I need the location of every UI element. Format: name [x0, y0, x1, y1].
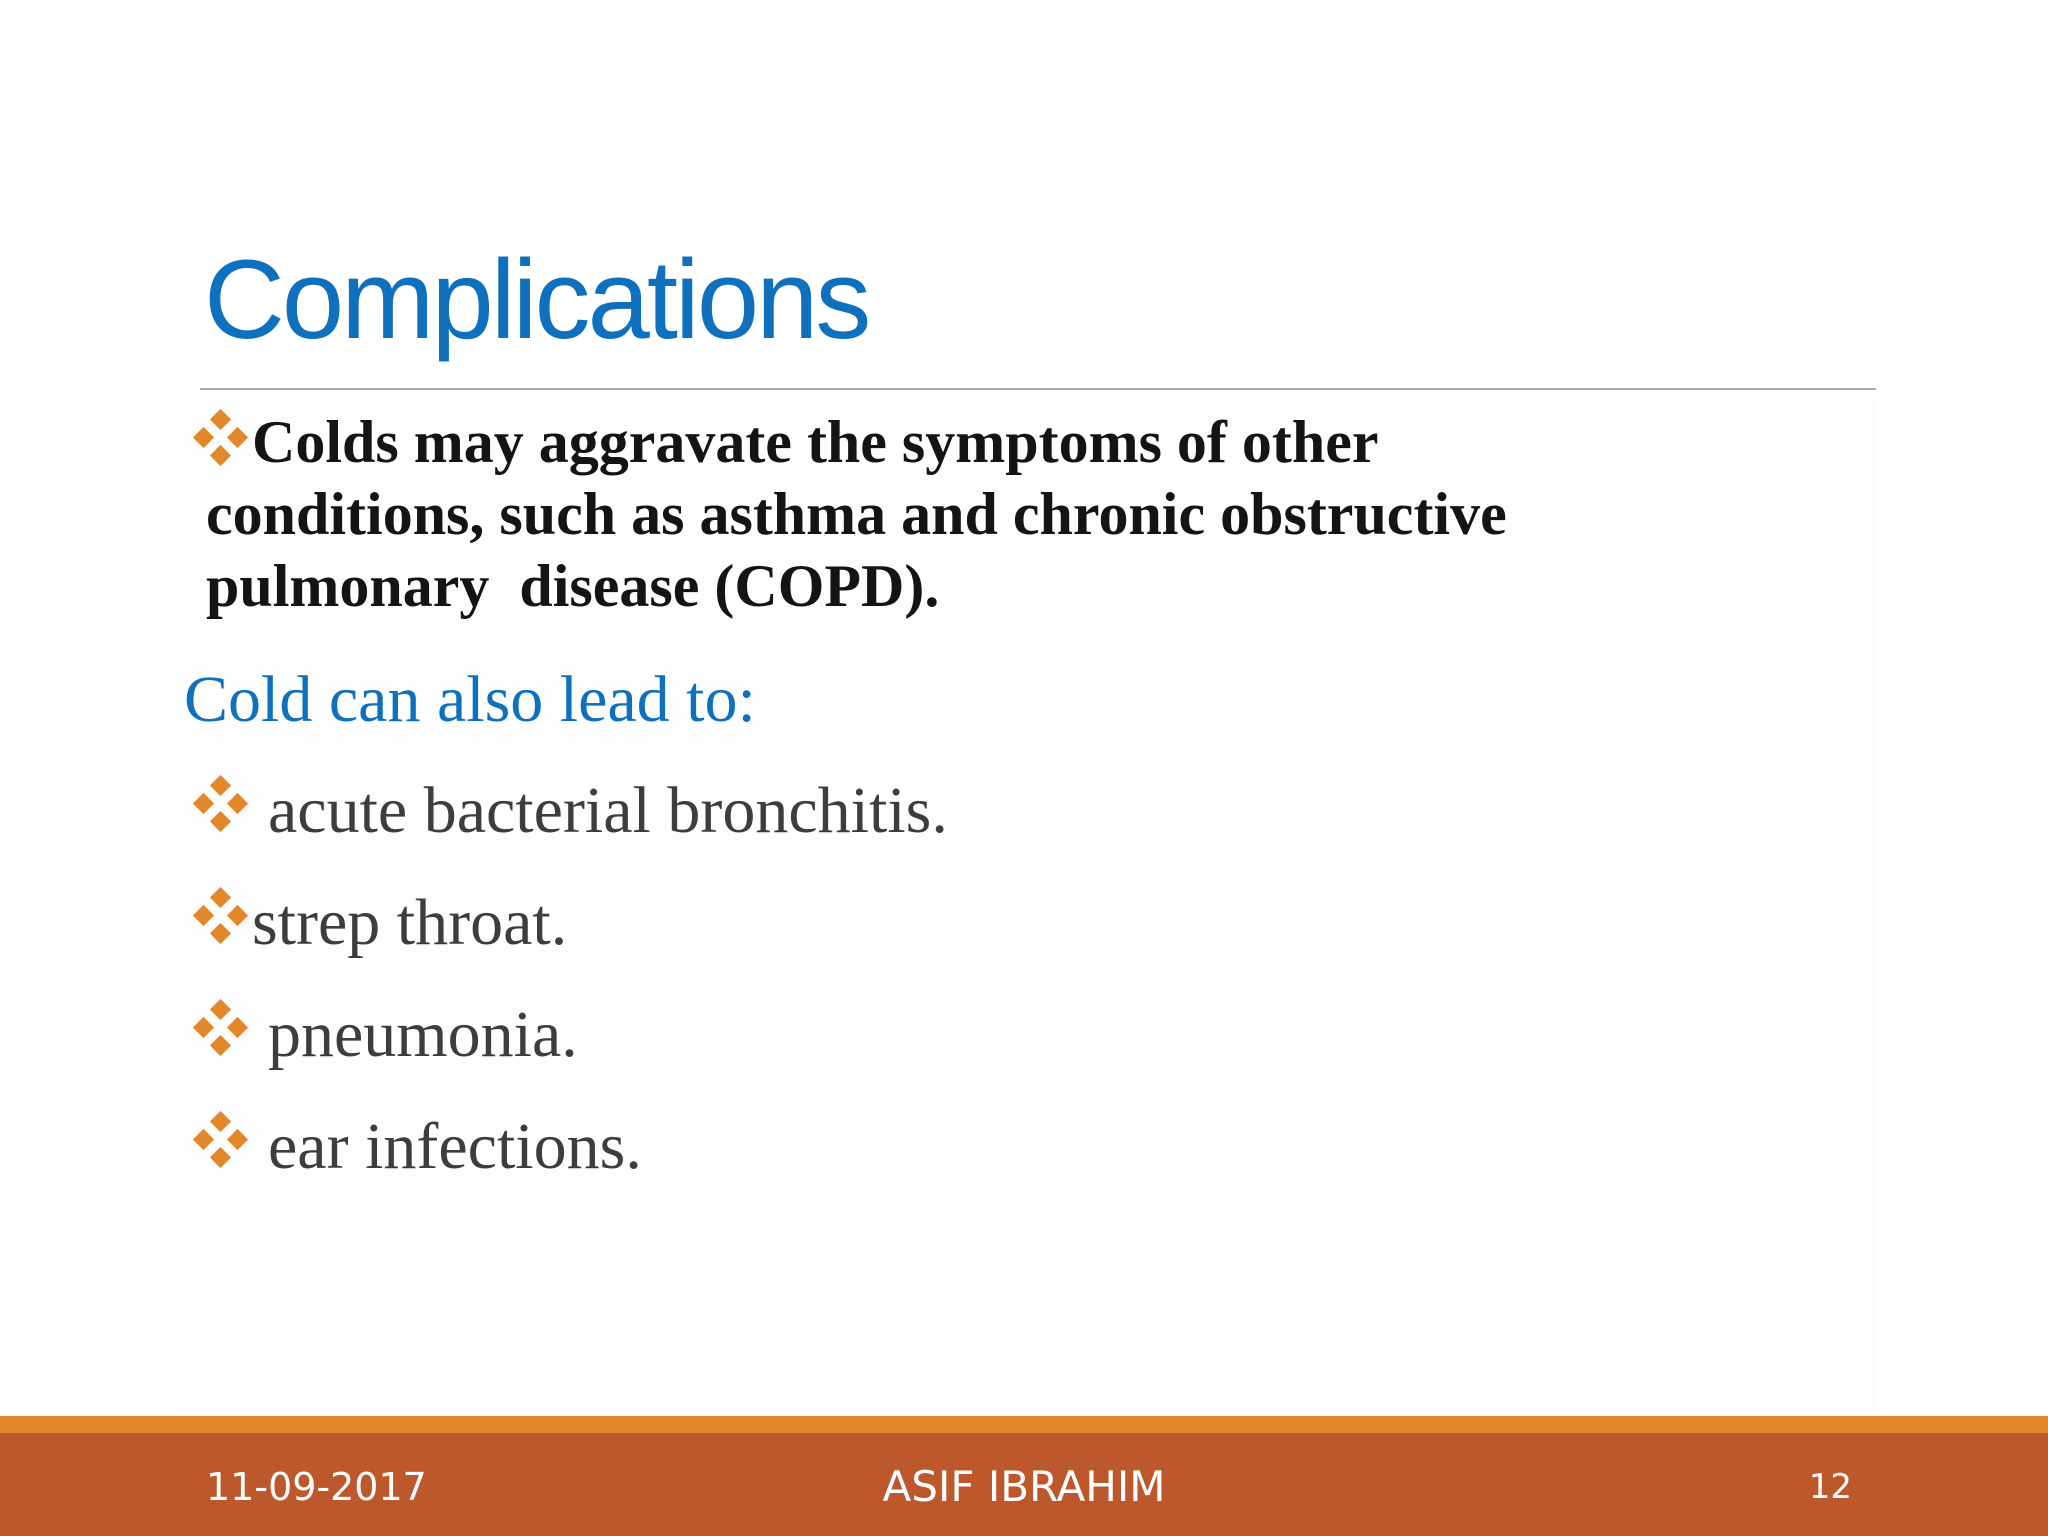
four-diamond-bullet-icon — [190, 410, 252, 468]
four-diamond-bullet-icon — [190, 1000, 252, 1058]
list-item-text: ear infections. — [268, 1110, 642, 1183]
complications-list — [190, 768, 948, 1216]
lead-in-text: Cold can also lead to: — [184, 663, 756, 736]
list-item — [190, 992, 948, 1104]
main-point-line-3: pulmonary disease (COPD). — [206, 553, 940, 619]
main-point — [190, 406, 1790, 622]
four-diamond-bullet-icon — [190, 888, 252, 946]
slide-title: Complications — [204, 237, 869, 362]
list-item-text: strep throat. — [252, 886, 568, 959]
page-number: 12 — [1808, 1467, 1852, 1507]
four-diamond-bullet-icon — [190, 776, 252, 834]
list-item-text: pneumonia. — [268, 998, 578, 1071]
main-point-line-1: Colds may aggravate the symptoms of other — [252, 409, 1379, 475]
list-item-text: acute bacterial bronchitis. — [268, 774, 948, 847]
title-divider — [200, 388, 1876, 390]
footer-author: ASIF IBRAHIM — [882, 1462, 1166, 1511]
list-item — [190, 768, 948, 880]
list-item — [190, 880, 948, 992]
four-diamond-bullet-icon — [190, 1112, 252, 1170]
footer-date: 11-09-2017 — [206, 1465, 427, 1509]
footer-accent-stripe — [0, 1416, 2048, 1433]
list-item — [190, 1104, 948, 1216]
main-point-line-2: conditions, such as asthma and chronic obstructive — [206, 481, 1507, 547]
